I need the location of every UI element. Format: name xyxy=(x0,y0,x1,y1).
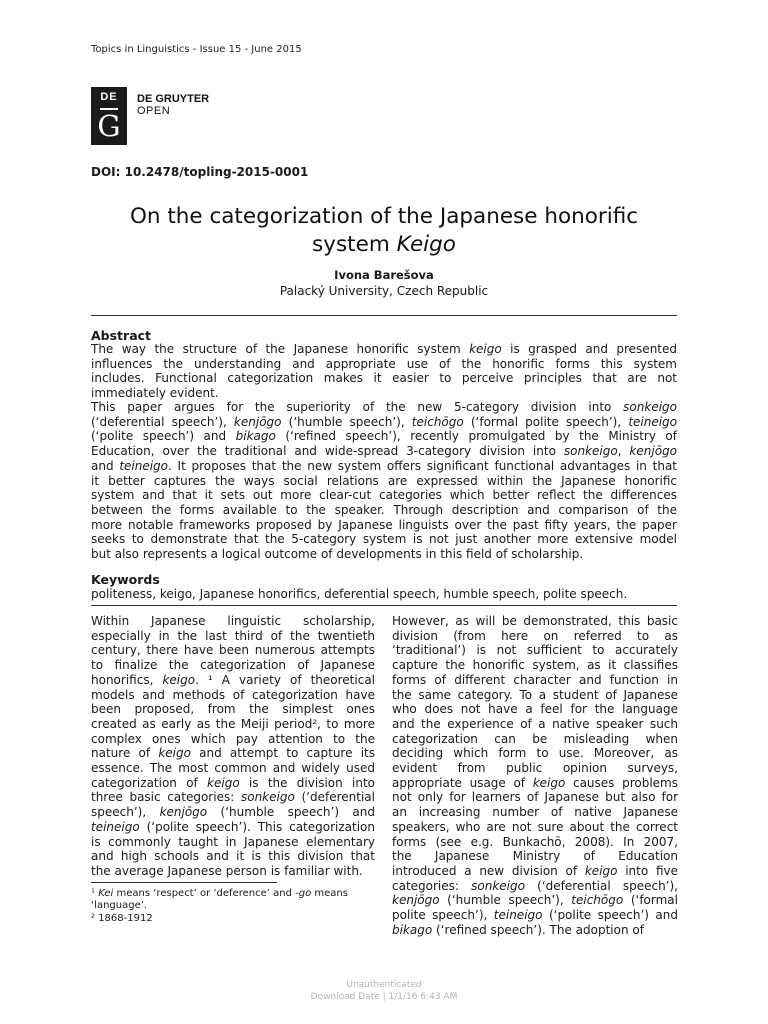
text-run: , xyxy=(617,444,630,459)
text-run: . ¹ A variety of theoretical xyxy=(195,672,376,687)
italic-term: bikago xyxy=(235,429,276,444)
italic-term: sonkeigo xyxy=(563,444,618,459)
text-line xyxy=(392,923,678,938)
italic-term: kenjōgo xyxy=(629,444,677,459)
text-line xyxy=(91,532,677,547)
text-line xyxy=(91,518,677,533)
text-line xyxy=(91,547,677,562)
text-line xyxy=(392,849,678,864)
text-line xyxy=(392,761,678,776)
text-line xyxy=(91,357,677,372)
text-run: division (from here on referred to as xyxy=(392,628,678,643)
text-line xyxy=(91,702,375,717)
text-line xyxy=(392,893,678,908)
text-run: evident from public opinion surveys, xyxy=(392,761,678,776)
text-line xyxy=(91,643,375,658)
author-affiliation: Palacký University, Czech Republic xyxy=(279,284,489,298)
text-line xyxy=(91,849,375,864)
text-run: (‘polite speech’). This categorization xyxy=(139,819,375,834)
text-line xyxy=(392,805,678,820)
logo-g-letter: G xyxy=(97,109,121,143)
text-run: categorization of xyxy=(91,775,208,790)
italic-term: kenjōgo xyxy=(392,893,440,908)
divider-body xyxy=(91,605,677,606)
title-line-2 xyxy=(70,231,698,259)
text-run: is grasped and presented xyxy=(501,342,678,356)
abstract-paragraph-2 xyxy=(91,400,677,562)
text-run: ‘traditional’) is not sufficient to accurately xyxy=(392,643,678,658)
text-run: ² 1868-1912 xyxy=(91,912,153,924)
text-line xyxy=(392,835,678,850)
text-run: is the division into xyxy=(239,775,375,790)
italic-term: keigo xyxy=(207,775,240,790)
italic-term: kenjōgo xyxy=(233,414,282,429)
text-run: it better captures the ways social relations are expressed within the Japanese honorific xyxy=(91,473,677,488)
italic-term: keigo xyxy=(584,863,618,878)
body-column-left xyxy=(91,614,375,879)
text-run: forms (see e.g. Bunkachō, 2008). In 2007, xyxy=(392,834,678,849)
text-line xyxy=(392,688,678,703)
text-line xyxy=(392,673,678,688)
text-line xyxy=(91,488,677,503)
text-run: essence. The most common and widely used xyxy=(91,761,375,776)
logo-de-text: DE xyxy=(100,91,118,103)
text-run: century, there have been numerous attempts xyxy=(91,643,375,658)
text-run: but also represents a logical outcome of developments in this field of scholarship. xyxy=(91,547,584,562)
text-line xyxy=(91,888,381,900)
text-run: who does not have a feel for the language xyxy=(392,702,678,717)
text-run: the same category. To a student of Japanese xyxy=(392,687,678,702)
text-run: (‘deferential speech’), xyxy=(91,414,234,429)
text-run: nature of xyxy=(91,746,159,761)
italic-term: keigo xyxy=(469,342,502,356)
doi: DOI: 10.2478/topling-2015-0001 xyxy=(91,165,309,179)
text-line xyxy=(91,673,375,688)
text-run: (‘polite speech’) and xyxy=(542,908,678,923)
publisher-logo xyxy=(91,87,127,145)
text-line xyxy=(91,658,375,673)
italic-term: teineigo xyxy=(493,908,543,923)
italic-term: teineigo xyxy=(119,458,169,473)
title-line-2-italic: Keigo xyxy=(396,232,456,257)
text-run: (‘humble speech’), xyxy=(439,893,572,908)
text-run: (‘deferential xyxy=(294,790,375,805)
text-run: introduced a new division of xyxy=(392,863,585,878)
text-line xyxy=(392,820,678,835)
text-run: appropriate usage of xyxy=(392,775,533,790)
text-line xyxy=(392,776,678,791)
text-line xyxy=(392,643,678,658)
text-run: not only for learners of Japanese but also for xyxy=(392,790,678,805)
text-line xyxy=(91,820,375,835)
text-run: to finalize the categorization of Japanese xyxy=(91,658,375,673)
text-line xyxy=(91,746,375,761)
text-run: influences the understanding and appropriate use of the honorific forms this system xyxy=(91,356,677,371)
italic-term: teichōgo xyxy=(411,414,464,429)
text-run: polite speech’), xyxy=(392,908,494,923)
text-run: forms of different character and function in xyxy=(392,672,678,687)
paper-title xyxy=(70,203,698,259)
text-line xyxy=(392,864,678,879)
italic-term: keigo xyxy=(158,746,191,761)
text-line xyxy=(91,688,375,703)
text-run: more notable frameworks proposed by Japanese linguists over the past fifty years, the paper xyxy=(91,517,677,532)
text-run: the average Japanese person is familiar with. xyxy=(91,863,363,878)
watermark-line-2: Download Date | 1/1/16 6:43 AM xyxy=(310,992,458,1002)
text-run: (‘polite speech’) and xyxy=(91,429,236,444)
text-run: and the experience of a native speaker such xyxy=(392,716,678,731)
text-run: deciding which form to use. Moreover, as xyxy=(392,746,678,761)
text-run: system and that it sets out more clear-cut categories which better reflect the differences xyxy=(91,488,677,503)
italic-term: -go xyxy=(295,888,312,899)
text-line xyxy=(392,879,678,894)
text-run: (‘formal polite speech’), xyxy=(463,414,629,429)
text-line xyxy=(91,459,677,474)
journal-header: Topics in Linguistics - Issue 15 - June 2015 xyxy=(91,44,302,55)
italic-term: sonkeigo xyxy=(471,878,525,893)
text-line xyxy=(91,776,375,791)
text-run: and attempt to capture its xyxy=(190,746,375,761)
text-run: the Japanese Ministry of Education xyxy=(392,849,678,864)
text-run: an increasing number of native Japanese xyxy=(392,805,678,820)
text-line xyxy=(392,732,678,747)
publisher-name: DE GRUYTER xyxy=(137,93,210,105)
keywords-list: politeness, keigo, Japanese honorifics, deferential speech, humble speech, polite speech. xyxy=(91,587,628,601)
text-line xyxy=(392,702,678,717)
text-line xyxy=(91,805,375,820)
text-line xyxy=(91,835,375,850)
text-run: especially in the last third of the twentieth xyxy=(91,628,375,643)
text-line xyxy=(392,614,678,629)
text-run: models and methods of categorization have xyxy=(91,687,375,702)
text-line xyxy=(91,913,381,925)
text-run: into five xyxy=(617,863,678,878)
text-line xyxy=(91,400,677,415)
text-run: is commonly taught in Japanese elementary xyxy=(91,834,375,849)
text-run: three basic categories: xyxy=(91,790,241,805)
text-line xyxy=(91,614,375,629)
text-line xyxy=(392,717,678,732)
text-line xyxy=(91,444,677,459)
footnote-rule xyxy=(91,882,277,883)
text-run: The way the structure of the Japanese honorific system xyxy=(91,342,470,356)
text-line xyxy=(392,629,678,644)
text-line xyxy=(91,629,375,644)
text-run: between the forms available to the speaker. Through description and comparison of the xyxy=(91,502,677,517)
text-run: and high schools and it is this division that xyxy=(91,849,375,864)
text-line xyxy=(91,864,375,879)
italic-term: bikago xyxy=(392,922,433,937)
text-line xyxy=(91,900,381,912)
text-run: This paper argues for the superiority of the new 5-category division into xyxy=(91,400,624,414)
italic-term: teineigo xyxy=(628,414,678,429)
italic-term: Kei xyxy=(98,888,114,899)
text-run: categorization can be misleading when xyxy=(392,731,678,746)
text-line xyxy=(91,415,677,430)
text-run: (‘formal xyxy=(623,893,678,908)
author-name: Ivona Barešova xyxy=(334,268,434,282)
text-run: seeks to demonstrate that the 5-category system is not just another more extensive model xyxy=(91,532,677,547)
text-line xyxy=(91,790,375,805)
text-run: . It proposes that the new system offers significant functional advantages in that xyxy=(168,458,678,473)
text-line xyxy=(91,761,375,776)
watermark-line-1: Unauthenticated xyxy=(346,980,422,990)
title-line-1: On the categorization of the Japanese honorific xyxy=(129,204,639,229)
text-run: ¹ xyxy=(91,888,99,899)
text-line xyxy=(392,658,678,673)
text-line xyxy=(91,429,677,444)
body-column-right xyxy=(392,614,678,937)
text-run: (‘humble speech’) and xyxy=(207,805,375,820)
text-run: and xyxy=(91,458,120,473)
text-run: Within Japanese linguistic scholarship, xyxy=(91,614,375,628)
text-run: ‘language’. xyxy=(91,900,148,912)
text-line xyxy=(91,732,375,747)
italic-term: kenjōgo xyxy=(159,805,208,820)
text-run: capture the honorific system, as it classifies xyxy=(392,658,678,673)
text-line xyxy=(91,717,375,732)
publisher-sub: OPEN xyxy=(137,105,171,117)
title-line-2-plain: system xyxy=(312,232,397,257)
text-run: speakers, who are not sure about the correct xyxy=(392,819,678,834)
italic-term: keigo xyxy=(532,775,566,790)
text-line xyxy=(392,908,678,923)
text-line xyxy=(91,342,677,357)
abstract-heading: Abstract xyxy=(91,328,152,343)
download-watermark xyxy=(0,979,768,1003)
text-run: complex ones which pay attention to the xyxy=(91,731,375,746)
text-run: immediately evident. xyxy=(91,386,219,401)
text-run: been proposed, from the simplest ones xyxy=(91,702,375,717)
text-line xyxy=(392,790,678,805)
italic-term: keigo xyxy=(162,672,196,687)
text-run: means ‘respect’ or ‘deference’ and xyxy=(113,888,296,899)
text-run: honorifics, xyxy=(91,672,163,687)
text-run: speech’), xyxy=(91,805,160,820)
text-run: (‘refined speech’), recently promulgated by the Ministry of xyxy=(275,429,677,444)
italic-term: teichōgo xyxy=(571,893,624,908)
text-line xyxy=(91,386,677,401)
footnotes xyxy=(91,888,381,925)
text-line xyxy=(91,371,677,386)
text-run: causes problems xyxy=(565,775,678,790)
text-run: (‘humble speech’), xyxy=(281,414,412,429)
text-line xyxy=(392,746,678,761)
text-run: (‘deferential speech’), xyxy=(524,878,678,893)
text-line xyxy=(91,474,677,489)
text-line xyxy=(91,503,677,518)
divider-top xyxy=(91,315,677,316)
italic-term: teineigo xyxy=(91,819,140,834)
text-run: means xyxy=(311,888,348,899)
abstract-paragraph-1 xyxy=(91,342,677,401)
text-run: Education, over the traditional and wide-spread 3-category division into xyxy=(91,444,564,459)
text-run: includes. Functional categorization makes it easier to perceive principles that are not xyxy=(91,371,677,386)
keywords-heading: Keywords xyxy=(91,572,160,587)
text-run: However, as will be demonstrated, this basic xyxy=(392,614,678,628)
text-run: created as early as the Meiji period², to more xyxy=(91,716,375,731)
italic-term: sonkeigo xyxy=(623,400,677,414)
italic-term: sonkeigo xyxy=(240,790,295,805)
text-run: (‘refined speech’). The adoption of xyxy=(432,922,644,937)
text-run: categories: xyxy=(392,878,472,893)
